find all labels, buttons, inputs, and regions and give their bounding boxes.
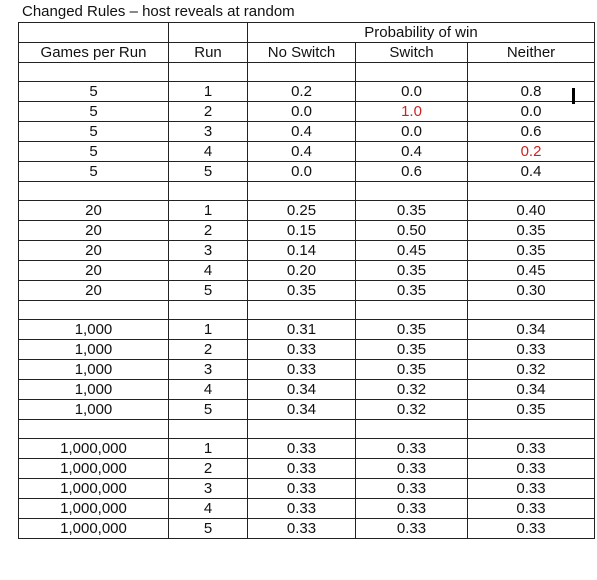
spacer-cell bbox=[356, 420, 468, 439]
table-row bbox=[19, 201, 595, 221]
switch-cell: 0.35 bbox=[356, 340, 468, 360]
spacer-cell bbox=[248, 182, 356, 201]
games-per-run-cell: 1,000 bbox=[19, 320, 169, 340]
spacer-cell bbox=[248, 63, 356, 82]
neither-cell: 0.35 bbox=[468, 241, 595, 261]
neither-cell: 0.34 bbox=[468, 380, 595, 400]
neither-cell: 0.33 bbox=[468, 459, 595, 479]
table-row bbox=[19, 400, 595, 420]
text-cursor-marker bbox=[572, 88, 575, 104]
switch-cell: 0.0 bbox=[356, 122, 468, 142]
no-switch-cell: 0.35 bbox=[248, 281, 356, 301]
run-cell: 4 bbox=[169, 499, 248, 519]
games-per-run-cell: 1,000,000 bbox=[19, 479, 169, 499]
run-cell: 3 bbox=[169, 360, 248, 380]
switch-cell: 0.4 bbox=[356, 142, 468, 162]
games-per-run-cell: 1,000 bbox=[19, 360, 169, 380]
run-cell: 2 bbox=[169, 102, 248, 122]
table-row bbox=[19, 122, 595, 142]
no-switch-cell: 0.2 bbox=[248, 82, 356, 102]
header-row-columns bbox=[19, 43, 595, 63]
games-per-run-cell: 5 bbox=[19, 142, 169, 162]
table-row bbox=[19, 439, 595, 459]
table-body bbox=[19, 63, 595, 539]
neither-cell: 0.45 bbox=[468, 261, 595, 281]
table-row bbox=[19, 479, 595, 499]
neither-cell: 0.8 bbox=[468, 82, 595, 102]
spacer-cell bbox=[19, 182, 169, 201]
neither-cell: 0.35 bbox=[468, 400, 595, 420]
run-cell: 2 bbox=[169, 221, 248, 241]
col-header-games-per-run: Games per Run bbox=[19, 43, 169, 63]
col-header-no-switch: No Switch bbox=[248, 43, 356, 63]
no-switch-cell: 0.14 bbox=[248, 241, 356, 261]
run-cell: 5 bbox=[169, 281, 248, 301]
spacer-row bbox=[19, 420, 595, 439]
no-switch-cell: 0.33 bbox=[248, 479, 356, 499]
table-row bbox=[19, 499, 595, 519]
table-row bbox=[19, 320, 595, 340]
no-switch-cell: 0.15 bbox=[248, 221, 356, 241]
games-per-run-cell: 1,000,000 bbox=[19, 499, 169, 519]
no-switch-cell: 0.33 bbox=[248, 519, 356, 539]
run-cell: 3 bbox=[169, 122, 248, 142]
spacer-cell bbox=[169, 63, 248, 82]
spacer-cell bbox=[169, 301, 248, 320]
probability-of-win-header: Probability of win bbox=[248, 23, 595, 43]
table-row bbox=[19, 360, 595, 380]
spacer-cell bbox=[19, 301, 169, 320]
games-per-run-cell: 1,000,000 bbox=[19, 439, 169, 459]
run-cell: 5 bbox=[169, 162, 248, 182]
no-switch-cell: 0.33 bbox=[248, 439, 356, 459]
neither-cell: 0.35 bbox=[468, 221, 595, 241]
spacer-cell bbox=[248, 301, 356, 320]
run-cell: 1 bbox=[169, 201, 248, 221]
no-switch-cell: 0.4 bbox=[248, 142, 356, 162]
games-per-run-cell: 1,000,000 bbox=[19, 519, 169, 539]
header-row-group bbox=[19, 23, 595, 43]
table-row bbox=[19, 459, 595, 479]
games-per-run-cell: 5 bbox=[19, 82, 169, 102]
spacer-row bbox=[19, 63, 595, 82]
no-switch-cell: 0.25 bbox=[248, 201, 356, 221]
results-table bbox=[18, 22, 595, 539]
spacer-cell bbox=[468, 182, 595, 201]
table-row bbox=[19, 241, 595, 261]
no-switch-cell: 0.33 bbox=[248, 499, 356, 519]
neither-cell: 0.2 bbox=[468, 142, 595, 162]
games-per-run-cell: 20 bbox=[19, 201, 169, 221]
no-switch-cell: 0.34 bbox=[248, 380, 356, 400]
switch-cell: 0.33 bbox=[356, 519, 468, 539]
header-blank-cell bbox=[169, 23, 248, 43]
run-cell: 5 bbox=[169, 519, 248, 539]
no-switch-cell: 0.0 bbox=[248, 102, 356, 122]
no-switch-cell: 0.34 bbox=[248, 400, 356, 420]
table-row bbox=[19, 519, 595, 539]
no-switch-cell: 0.33 bbox=[248, 360, 356, 380]
table-row bbox=[19, 380, 595, 400]
no-switch-cell: 0.4 bbox=[248, 122, 356, 142]
games-per-run-cell: 20 bbox=[19, 281, 169, 301]
run-cell: 3 bbox=[169, 241, 248, 261]
table-row bbox=[19, 82, 595, 102]
spacer-cell bbox=[19, 420, 169, 439]
spacer-cell bbox=[356, 182, 468, 201]
neither-cell: 0.6 bbox=[468, 122, 595, 142]
games-per-run-cell: 5 bbox=[19, 122, 169, 142]
table-row bbox=[19, 221, 595, 241]
col-header-run: Run bbox=[169, 43, 248, 63]
run-cell: 2 bbox=[169, 340, 248, 360]
spacer-cell bbox=[468, 301, 595, 320]
spacer-row bbox=[19, 301, 595, 320]
run-cell: 1 bbox=[169, 82, 248, 102]
run-cell: 4 bbox=[169, 380, 248, 400]
games-per-run-cell: 20 bbox=[19, 261, 169, 281]
no-switch-cell: 0.33 bbox=[248, 459, 356, 479]
games-per-run-cell: 20 bbox=[19, 241, 169, 261]
switch-cell: 0.35 bbox=[356, 281, 468, 301]
table-row bbox=[19, 102, 595, 122]
switch-cell: 0.33 bbox=[356, 459, 468, 479]
spacer-cell bbox=[468, 63, 595, 82]
switch-cell: 0.33 bbox=[356, 479, 468, 499]
page-title: Changed Rules – host reveals at random bbox=[22, 3, 295, 20]
run-cell: 1 bbox=[169, 439, 248, 459]
table-row bbox=[19, 142, 595, 162]
switch-cell: 0.33 bbox=[356, 499, 468, 519]
switch-cell: 0.32 bbox=[356, 400, 468, 420]
neither-cell: 0.33 bbox=[468, 519, 595, 539]
spacer-cell bbox=[356, 301, 468, 320]
games-per-run-cell: 20 bbox=[19, 221, 169, 241]
switch-cell: 0.33 bbox=[356, 439, 468, 459]
spacer-cell bbox=[19, 63, 169, 82]
switch-cell: 0.35 bbox=[356, 201, 468, 221]
games-per-run-cell: 5 bbox=[19, 102, 169, 122]
games-per-run-cell: 1,000 bbox=[19, 340, 169, 360]
no-switch-cell: 0.0 bbox=[248, 162, 356, 182]
neither-cell: 0.33 bbox=[468, 479, 595, 499]
no-switch-cell: 0.33 bbox=[248, 340, 356, 360]
spacer-cell bbox=[468, 420, 595, 439]
neither-cell: 0.30 bbox=[468, 281, 595, 301]
run-cell: 4 bbox=[169, 261, 248, 281]
neither-cell: 0.4 bbox=[468, 162, 595, 182]
neither-cell: 0.33 bbox=[468, 340, 595, 360]
switch-cell: 0.35 bbox=[356, 261, 468, 281]
spacer-row bbox=[19, 182, 595, 201]
switch-cell: 0.45 bbox=[356, 241, 468, 261]
run-cell: 3 bbox=[169, 479, 248, 499]
neither-cell: 0.33 bbox=[468, 499, 595, 519]
switch-cell: 0.32 bbox=[356, 380, 468, 400]
neither-cell: 0.40 bbox=[468, 201, 595, 221]
spacer-cell bbox=[356, 63, 468, 82]
header-blank-cell bbox=[19, 23, 169, 43]
no-switch-cell: 0.20 bbox=[248, 261, 356, 281]
neither-cell: 0.0 bbox=[468, 102, 595, 122]
switch-cell: 0.35 bbox=[356, 320, 468, 340]
neither-cell: 0.34 bbox=[468, 320, 595, 340]
switch-cell: 0.35 bbox=[356, 360, 468, 380]
switch-cell: 1.0 bbox=[356, 102, 468, 122]
no-switch-cell: 0.31 bbox=[248, 320, 356, 340]
table-row bbox=[19, 261, 595, 281]
run-cell: 2 bbox=[169, 459, 248, 479]
table-row bbox=[19, 162, 595, 182]
switch-cell: 0.6 bbox=[356, 162, 468, 182]
spacer-cell bbox=[169, 182, 248, 201]
neither-cell: 0.32 bbox=[468, 360, 595, 380]
games-per-run-cell: 1,000 bbox=[19, 380, 169, 400]
switch-cell: 0.0 bbox=[356, 82, 468, 102]
col-header-switch: Switch bbox=[356, 43, 468, 63]
run-cell: 1 bbox=[169, 320, 248, 340]
switch-cell: 0.50 bbox=[356, 221, 468, 241]
run-cell: 5 bbox=[169, 400, 248, 420]
table-row bbox=[19, 340, 595, 360]
run-cell: 4 bbox=[169, 142, 248, 162]
spacer-cell bbox=[169, 420, 248, 439]
games-per-run-cell: 1,000 bbox=[19, 400, 169, 420]
games-per-run-cell: 5 bbox=[19, 162, 169, 182]
table-row bbox=[19, 281, 595, 301]
col-header-neither: Neither bbox=[468, 43, 595, 63]
spacer-cell bbox=[248, 420, 356, 439]
games-per-run-cell: 1,000,000 bbox=[19, 459, 169, 479]
neither-cell: 0.33 bbox=[468, 439, 595, 459]
